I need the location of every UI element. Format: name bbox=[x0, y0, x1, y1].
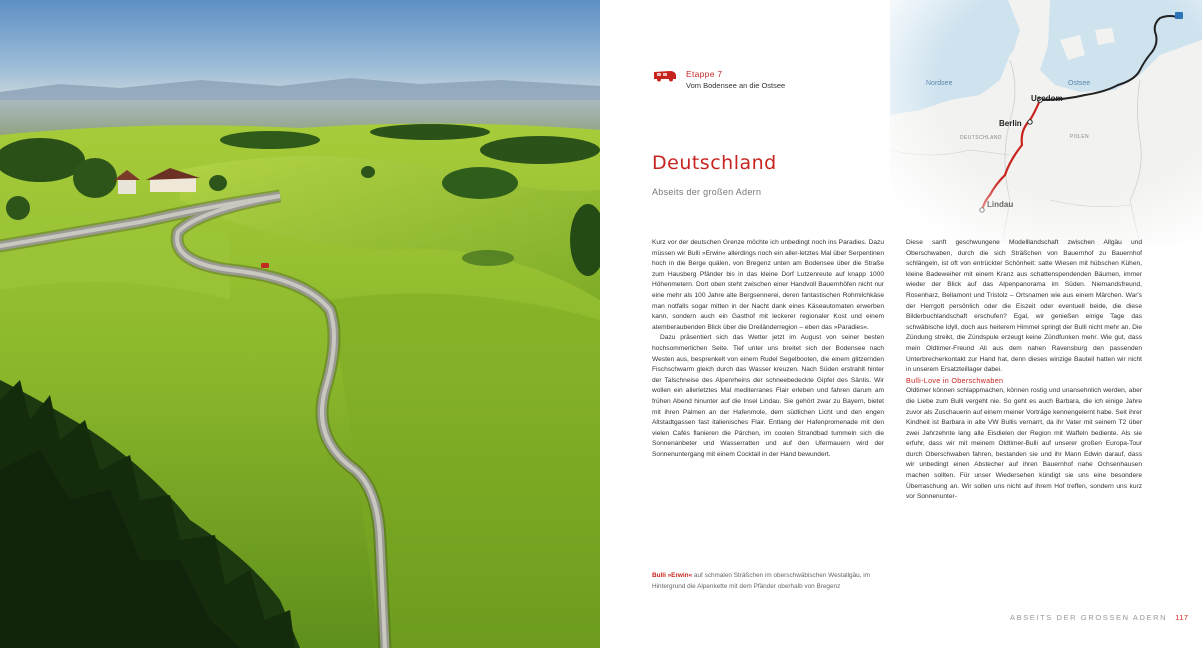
photo-caption bbox=[652, 571, 884, 592]
page-footer bbox=[1010, 613, 1189, 622]
caption-lead: Bulli »Erwin« bbox=[652, 572, 693, 579]
caption-text: auf schmalen Sträßchen im oberschwäbischen Westallgäu, im Hintergrund die Alpenkette mit dem Pfänder oberhalb von Bregenz bbox=[652, 572, 870, 590]
landscape-photo bbox=[0, 0, 600, 648]
chapter-title: Deutschland bbox=[652, 152, 777, 174]
stage-label bbox=[686, 69, 785, 91]
stage-number: Etappe 7 bbox=[686, 69, 723, 79]
page-number: 117 bbox=[1175, 613, 1189, 622]
paragraph: Oldtimer können schlappmachen, können rostig und unansehnlich werden, aber die Liebe zum Bulli vergeht nie. So geht es auch Barbara, die ich einige Jahre zuvor als Zuschauerin auf einem meiner Vorträge kennengelernt habe. Seit ihrer Kindheit ist Barbara in alte VW Bullis vernarrt, da ihr Vater mit seinem T2 über zwei Jahrzehnte lang alle Eisdielen der Region mit Waffeln bediente. Als sie erfuhr, dass wir mit meinem Oldtimer-Bulli auf unserer großen Europa-Tour durch Oberschwaben fahren, bestanden sie und ihr Mann Edwin darauf, dass wir unbedingt einen Abstecher auf ihren Bauernhof nahe Ochsenhausen machen sollten. Für unser Wiedersehen kündigt sie uns eine besondere Überraschung an. Wir sollen uns nicht auf ihrem Hof treffen, sondern uns kurz vor Sonnenunter- bbox=[906, 387, 1142, 501]
route-map bbox=[890, 0, 1202, 245]
text-page bbox=[600, 0, 1202, 648]
paragraph: Dazu präsentiert sich das Wetter jetzt im August von seiner besten hochsommerlichen Seite. Tief unter uns breitet sich der Bodensee nach Westen aus, besprenkelt von einem Rudel Segelbooten, die einem glitzernden Fischschwarm gleich durch das Wasser kreuzen. Nach Süden erstrahlt hinter der Talschneise des Alpenrheins der schneebedeckte Gipfel des Säntis. Wir wollen ein allerletztes Mal mediterranes Flair erleben und fahren darum am frühen Abend hinunter auf die Insel Lindau. Sie gehört zwar zu Bayern, bietet mit ihren Palmen an der Hafenmole, dem südlichen Licht und den engen Altstadtgassen fast italienisches Flair. Entlang der Hafenpromenade mit den vielen Cafés flanieren die Pärchen, im coolen Strandbad tummeln sich die Sonnenanbeter und Wasserratten und auf den Ufermauern wird der Sonnenuntergang mit einem Cocktail in der Hand bewundert. bbox=[652, 334, 884, 458]
photo-illustration bbox=[0, 0, 600, 648]
paragraph: Kurz vor der deutschen Grenze möchte ich unbedingt noch ins Paradies. Dazu müssen wir Bulli »Erwin« allerdings noch ein aller-letztes Mal über Serpentinen hoch in die Berge quälen, von Bregenz unten am Bodensee über die Straße zum Hausberg Pfänder bis in das kleine Dorf Lutzenreute auf knapp 1000 Höhenmetern. Dort oben steht zwischen einer Handvoll Bauernhöfen nicht nur eine mehr als 100 Jahre alte Bergsennerei, deren fantastischen Rohmilchkäse man notfalls sogar mitten in der Nacht dank eines Käseautomaten erwerben kann, sondern auch ein Gasthof mit leckerer regionaler Kost und einem atemberaubenden Blick über die Dreiländerregion – eben das »Paradies«. bbox=[652, 239, 884, 331]
running-head: ABSEITS DER GROSSEN ADERN bbox=[1010, 613, 1168, 622]
stage-route: Vom Bodensee an die Ostsee bbox=[686, 81, 786, 90]
chapter-subtitle: Abseits der großen Adern bbox=[652, 187, 762, 197]
body-column-1 bbox=[652, 238, 884, 460]
bulli-icon bbox=[652, 68, 678, 82]
body-column-2 bbox=[906, 238, 1142, 503]
section-heading: Bulli-Love in Oberschwaben bbox=[906, 375, 1004, 385]
paragraph: Diese sanft geschwungene Modelllandschaft zwischen Allgäu und Oberschwaben, durch die sich Sträßchen von Bauernhof zu Bauernhof schlängeln, ist oft von entrückter Schönheit: satte Wiesen mit hübschen Kühen, kleine Badeweiher mit einem Kranz aus schattenspendenden Bäumen, immer wieder der Blick auf das Alpenpanorama im Süden. Niemandsfreund, Rosenharz, Bellamont und Tristolz – Ortsnamen wie aus einem Märchen. War's der Herrgott persönlich oder die Eiszeit oder eventuell beide, die diese Bilderbuchlandschaft erschufen? Egal, wir genießen einige Tage das schwäbische Idyll, doch aus heiterem Himmel springt der Bulli nicht mehr an. Die Zündung streikt, die Zündspule erzeugt keine Zündfunken mehr. Wie gut, dass mein Oldtimer-Freund Ali aus dem nahen Ravensburg den passenden Unterbrecherkontakt zur Hand hat, denn dieses winzige Bauteil hatten wir nicht in unserem Ersatzteillager dabei. bbox=[906, 239, 1143, 374]
